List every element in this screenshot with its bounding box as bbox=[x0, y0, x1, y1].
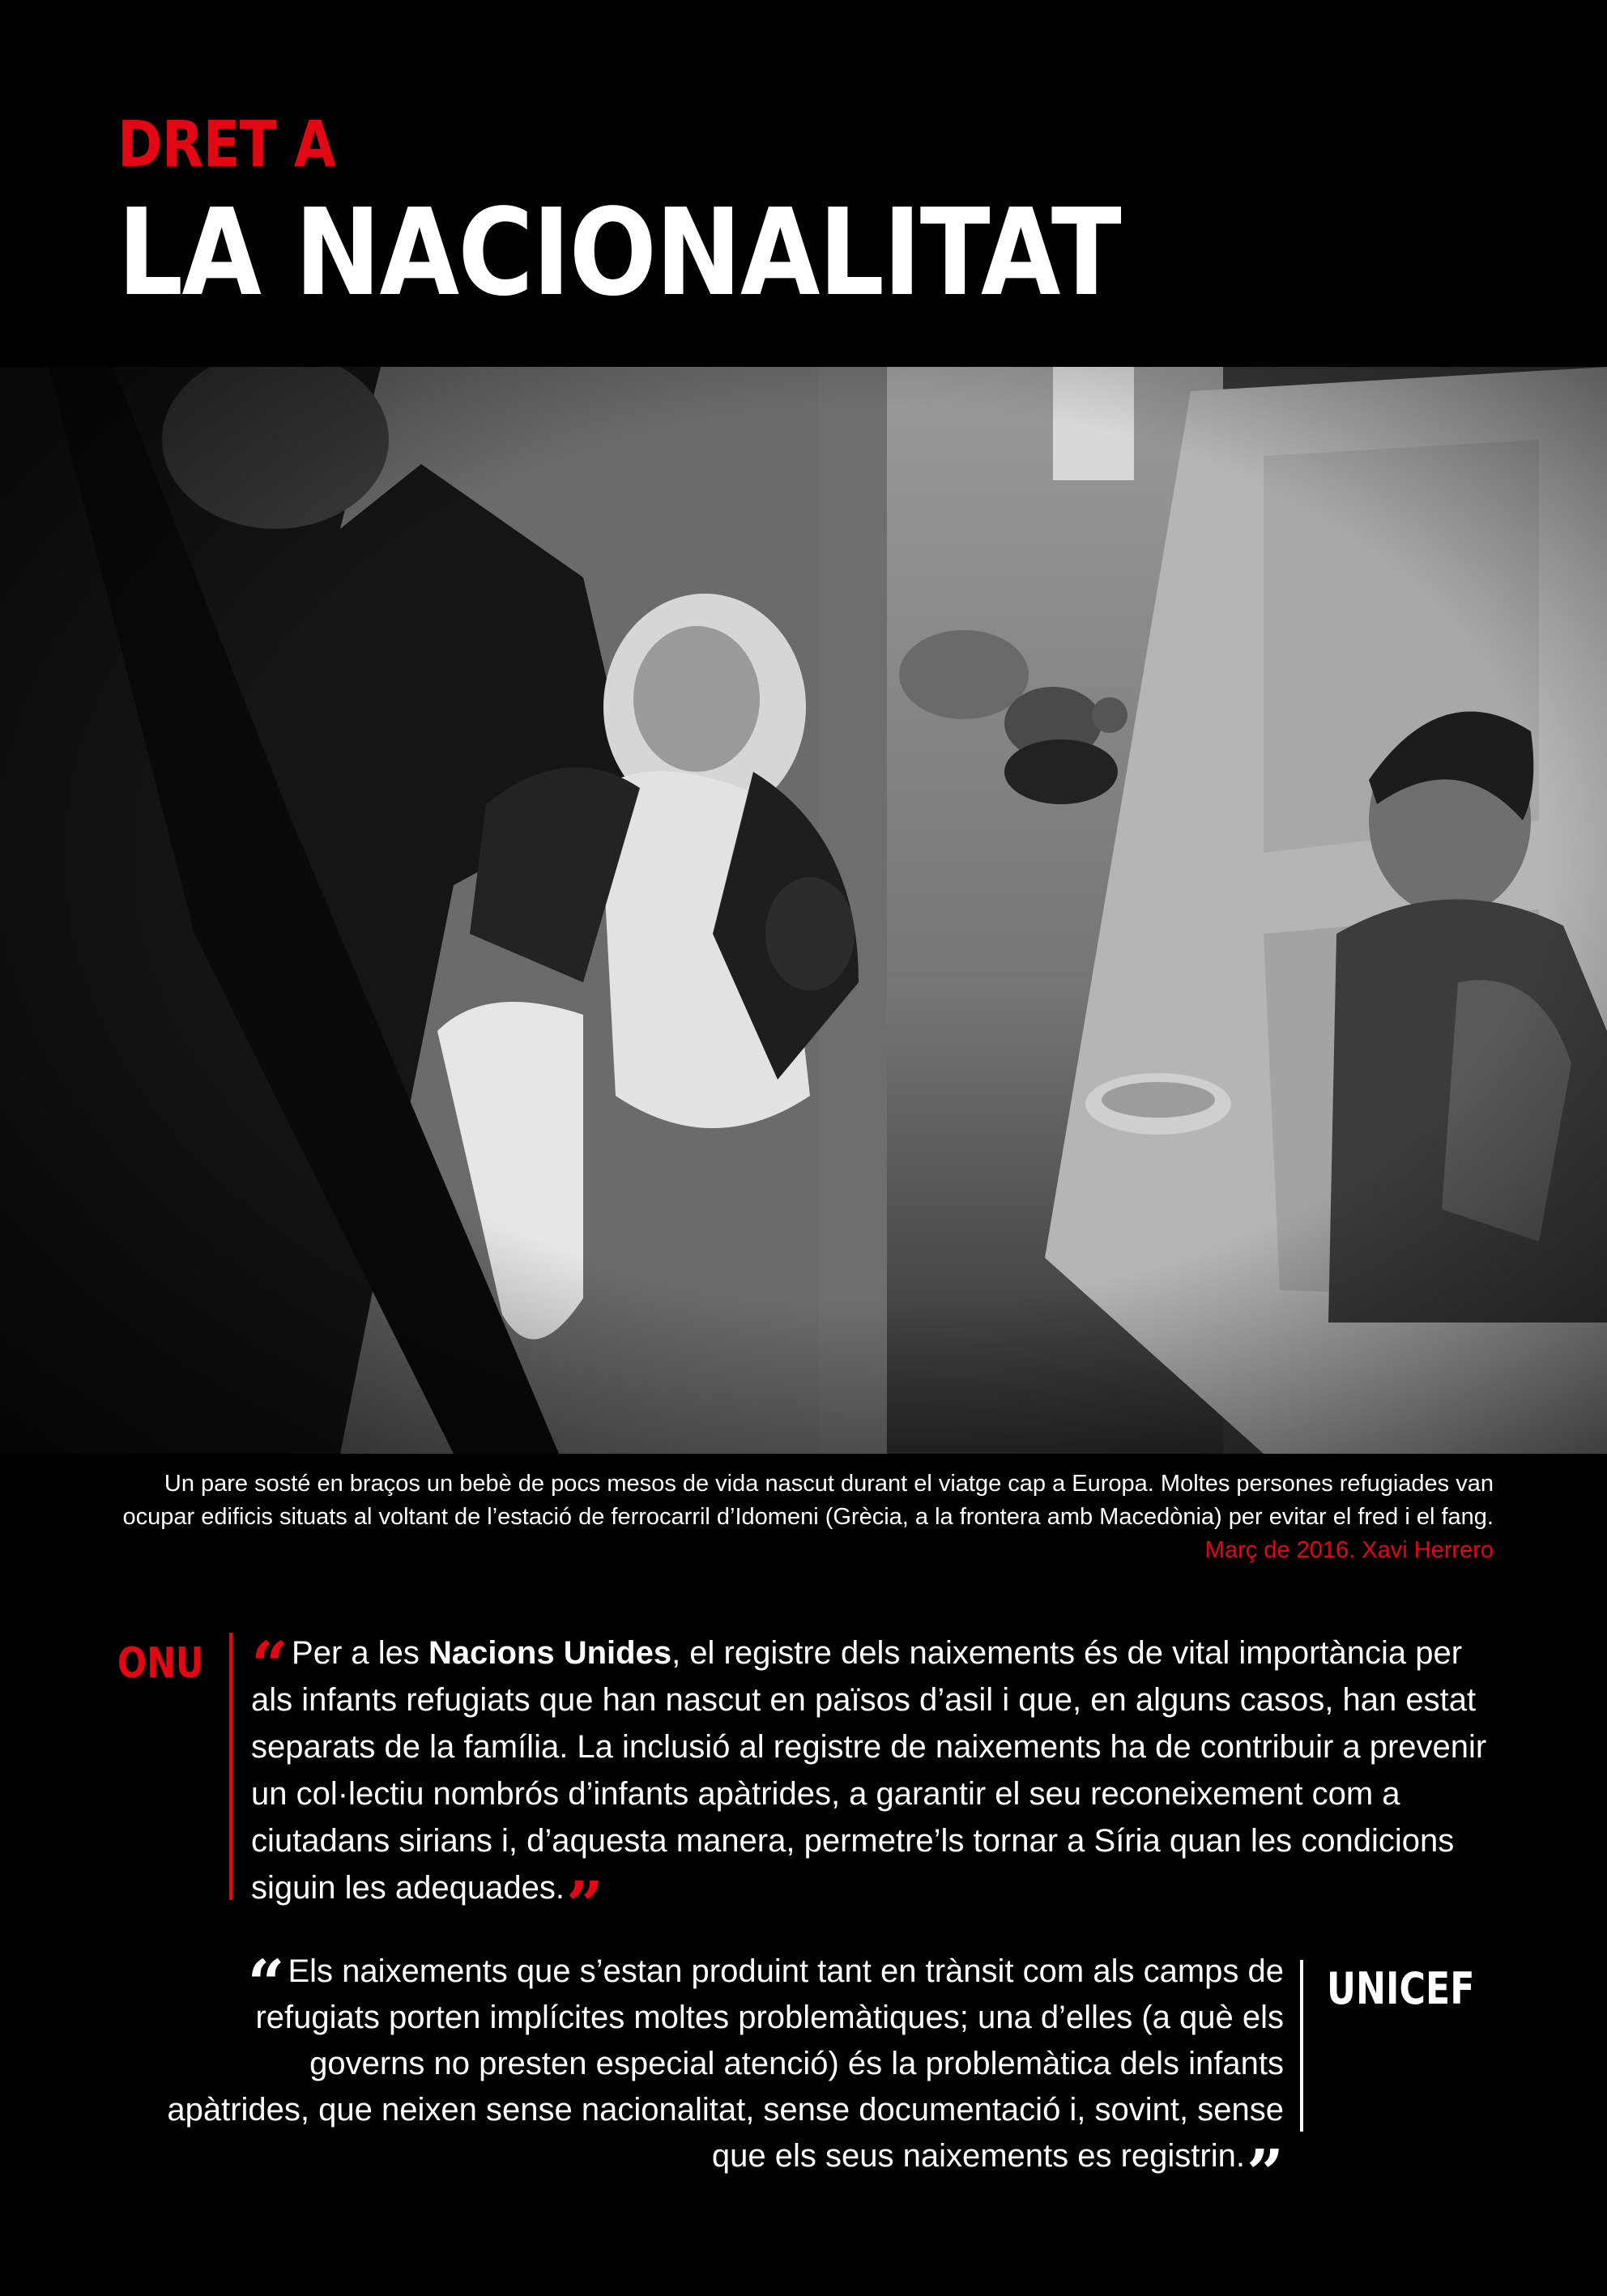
title-kicker: DRET A bbox=[117, 109, 336, 181]
quote2 bbox=[162, 1945, 1284, 2211]
quote1-source: ONU bbox=[117, 1639, 204, 1688]
open-quote-icon: “ bbox=[251, 1627, 289, 1703]
title-block bbox=[117, 109, 1284, 322]
quote1-text: , el registre dels naixements és de vital importància per als infants refugiats que han nascut en països d’asil i que, en alguns casos, han estat separats de la família. La inclusió al registre de naixements ha de contribuir a prevenir un col·lectiu nombrós d’infants apàtrides, a garantir el seu reconeixement com a ciutadans sirians i, d’aquesta manera, permetre’ls tornar a Síria quan les condicions siguin les adequades. bbox=[251, 1635, 1487, 1906]
quote1-divider bbox=[229, 1633, 232, 1900]
photo-credit: Març de 2016. Xavi Herrero bbox=[1204, 1537, 1494, 1563]
quote1-lead: Per a les bbox=[292, 1635, 428, 1671]
caption-text: Un pare sosté en braços un bebè de pocs mesos de vida nascut durant el viatge cap a Europa. Moltes persones refugiades van ocupar edificis situats al voltant de l’estació de ferrocarril d’Idomeni (Grècia, a la frontera amb Macedònia) per evitar el fred i el fang. bbox=[122, 1471, 1494, 1530]
close-quote-icon: ” bbox=[1246, 2135, 1284, 2211]
photo-caption bbox=[117, 1467, 1494, 1567]
close-quote-icon: ” bbox=[565, 1867, 603, 1943]
open-quote-icon: “ bbox=[247, 1945, 285, 2021]
quote1 bbox=[251, 1627, 1507, 1943]
quote2-text: Els naixements que s’estan produint tant en trànsit com als camps de refugiats porten implícites moltes problemàtiques; una d’elles (a què els governs no presten especial atenció) és la problemàtica dels infants apàtrides, que neixen sense nacionalitat, sense documentació i, sovint, sense que els seus naixements es registrin. bbox=[167, 1953, 1284, 2174]
quote2-divider bbox=[1300, 1960, 1303, 2132]
photo-father-baby-boy bbox=[0, 367, 1607, 1454]
quote1-bold: Nacions Unides bbox=[428, 1635, 672, 1671]
page-title: LA NACIONALITAT bbox=[117, 183, 1120, 322]
quote2-source: UNICEF bbox=[1327, 1963, 1475, 2014]
photo-father-baby-boy-icon bbox=[0, 367, 1607, 1454]
